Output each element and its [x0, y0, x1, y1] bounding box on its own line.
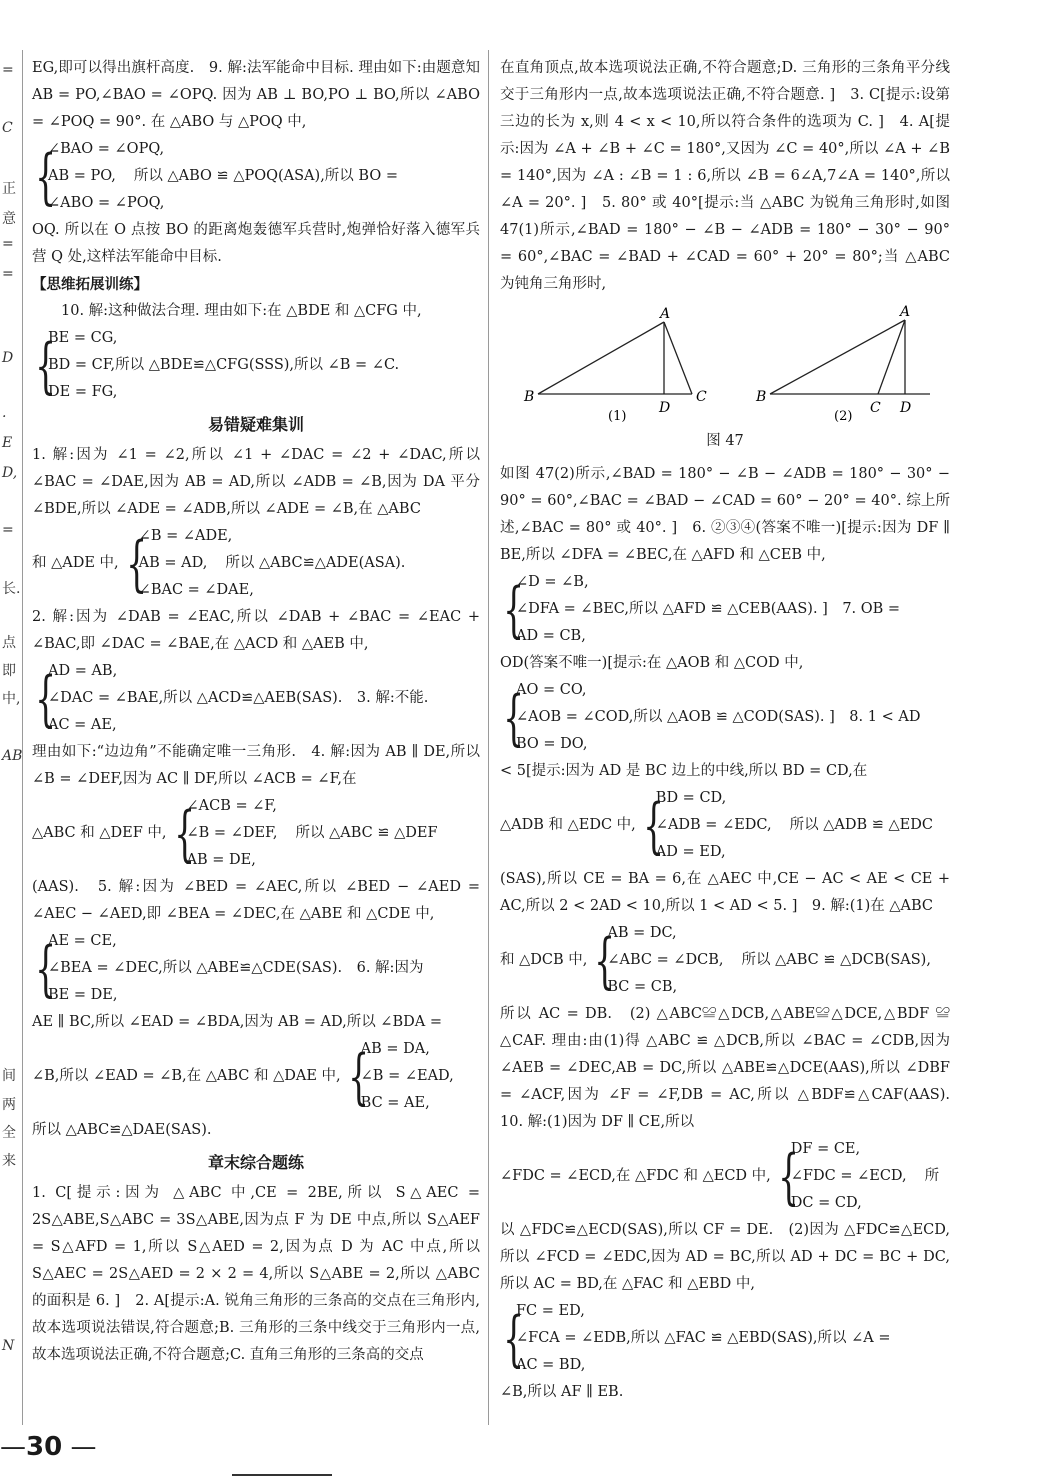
edge-fragment: 来: [2, 1153, 16, 1169]
paragraph: OQ. 所以在 O 点按 BO 的距离炮轰德军兵营时,炮弹恰好落入德军兵营 Q 处,这样法军能命中目标.: [32, 222, 480, 265]
brace-icon: {: [347, 1041, 369, 1112]
edge-fragment: =: [2, 522, 14, 538]
brace-icon: {: [125, 528, 147, 599]
vertex-label: D: [659, 400, 671, 416]
condition: AB = PO, 所以 △ABO ≌ △POQ(ASA),所以 BO =: [48, 168, 398, 184]
adjacent-page-edge: [0, 0, 22, 1478]
condition: ∠ABO = ∠POQ,: [48, 195, 165, 211]
equation-system: [32, 325, 480, 406]
condition: ∠BEA = ∠DEC,所以 △ABE≌△CDE(SAS). 6. 解:因为: [48, 960, 424, 976]
condition: ∠BAO = ∠OPQ,: [48, 141, 165, 157]
condition: AB = AD, 所以 △ABC≌△ADE(ASA).: [138, 555, 406, 571]
condition: BD = CD,: [655, 790, 727, 806]
left-margin-rule: [22, 50, 23, 1425]
figure-47: [500, 304, 950, 424]
condition: ∠D = ∠B,: [516, 574, 589, 590]
condition: AB = DA,: [360, 1041, 430, 1057]
edge-fragment: 间: [2, 1068, 16, 1084]
paragraph: (AAS). 5. 解:因为 ∠BED = ∠AEC,所以 ∠BED − ∠AED = ∠AEC − ∠AED,即 ∠BEA = ∠DEC,在 △ABE 和 △CDE 中,: [32, 879, 480, 922]
edge-fragment: =: [2, 266, 14, 282]
condition: ∠B = ∠ADE,: [138, 528, 233, 544]
paragraph: < 5[提示:因为 AD 是 BC 边上的中线,所以 BD = CD,在: [500, 763, 868, 779]
condition: BE = DE,: [48, 987, 118, 1003]
condition: AD = CB,: [516, 628, 586, 644]
brace-icon: {: [35, 933, 57, 1004]
vertex-label: C: [696, 389, 707, 405]
figure-caption: 图 47: [706, 433, 744, 449]
condition: ∠FDC = ∠ECD, 所: [790, 1168, 940, 1184]
edge-fragment: E: [2, 435, 13, 451]
condition: BE = CG,: [48, 330, 118, 346]
paragraph: ∠B,所以 AF ∥ EB.: [500, 1384, 624, 1400]
condition: ∠B = ∠EAD,: [360, 1068, 454, 1084]
edge-fragment: C: [2, 120, 13, 136]
paragraph: 在直角顶点,故本选项说法正确,不符合题意;D. 三角形的三条角平分线交于三角形内一点,故本选项说法正确,不符合题意. ] 3. C[提示:设第三边的长为 x,则 4 < x < 10,所以符合条件的选项为 C. ] 4. A[提示:因为 ∠A + ∠B + ∠C = 180°,又因为 ∠C = 40°,所以 ∠A + ∠B = 140°,因为 ∠A : ∠B = 1 : 6,所以 ∠B = 6∠A,7∠A = 140°,所以 ∠A = 20°. ] 5. 80° 或 40°[提示:当 △ABC 为锐角三角形时,如图 47(1)所示,∠BAD = 180° − ∠B − ∠ADB = 180° − 30° − 90° = 60°,∠BAC = ∠BAD + ∠CAD = 60° + 20° = 80°;当 △ABC 为钝角三角形时,: [500, 60, 950, 292]
condition: BC = AE,: [360, 1095, 430, 1111]
equation-system: [32, 658, 480, 739]
edge-fragment: AB: [2, 748, 23, 764]
equation-system: △ADB 和 △EDC 中, { BD = CD, ∠ADB = ∠EDC, 所以 △ADB ≌ △EDC AD = ED,: [500, 785, 950, 866]
edge-fragment: D,: [2, 465, 18, 481]
condition: AB = DC,: [607, 925, 677, 941]
section-title-errors: 易错疑难集训: [207, 415, 304, 434]
subfigure-label: (1): [608, 409, 627, 424]
paragraph: 1. C[提示:因为 △ABC 中,CE = 2BE,所以 S△AEC = 2S△ABE,S△ABC = 3S△ABE,因为点 F 为 DE 中点,所以 S△AEF = S△AFD = 1,所以 S△AED = 2,因为点 D 为 AC 中点,所以 S△AEC = 2S△AED = 2 × 2 = 4,所以 S△ABE = 2,所以 △ABC 的面积是 6. ] 2. A[提示:A. 锐角三角形的三条高的交点在三角形内,故本选项说法错误,符合题意;B. 三角形的三条中线交于三角形内一点,故本选项说法正确,不符合题意;C. 直角三角形的三条高的交点: [32, 1185, 480, 1363]
condition: AD = ED,: [655, 844, 726, 860]
condition: DF = CE,: [790, 1141, 861, 1157]
edge-fragment: N: [2, 1338, 15, 1354]
paragraph: EG,即可以得出旗杆高度. 9. 解:法军能命中目标. 理由如下:由题意知 AB = PO,∠BAO = ∠OPQ. 因为 AB ⊥ BO,PO ⊥ BO,所以 ∠ABO = ∠POQ = 90°. 在 △ABO 与 △POQ 中,: [32, 60, 480, 130]
edge-fragment: =: [2, 62, 14, 78]
edge-fragment: 意: [2, 211, 16, 227]
equation-system: △ABC 和 △DEF 中, { ∠ACB = ∠F, ∠B = ∠DEF, 所以 △ABC ≌ △DEF AB = DE,: [32, 793, 480, 874]
edge-fragment: 点: [2, 635, 16, 651]
brace-icon: {: [503, 682, 525, 753]
equation-system: [500, 1298, 950, 1379]
paragraph: 如图 47(2)所示,∠BAD = 180° − ∠B − ∠ADB = 180° − 30° − 90° = 60°,∠BAC = ∠BAD − ∠CAD = 60° − 20° = 40°. 综上所述,∠BAC = 80° 或 40°. ] 6. ②③④(答案不唯一)[提示:因为 DF ∥ BE,所以 ∠DFA = ∠BEC,在 △AFD 和 △CEB 中,: [500, 466, 950, 563]
brace-icon: {: [35, 141, 57, 212]
paragraph: OD(答案不唯一)[提示:在 △AOB 和 △COD 中,: [500, 655, 804, 671]
section-title-chapter: 章末综合题练: [207, 1153, 304, 1172]
condition: ∠ABC = ∠DCB, 所以 △ABC ≌ △DCB(SAS),: [607, 952, 931, 968]
condition: ∠DAC = ∠BAE,所以 △ACD≌△AEB(SAS). 3. 解:不能.: [48, 690, 429, 706]
paragraph: 2. 解:因为 ∠DAB = ∠EAC,所以 ∠DAB + ∠BAC = ∠EAC + ∠BAC,即 ∠DAC = ∠BAE,在 △ACD 和 △AEB 中,: [32, 609, 480, 652]
condition: DC = CD,: [790, 1195, 862, 1211]
condition: BD = CF,所以 △BDE≌△CFG(SSS),所以 ∠B = ∠C.: [48, 357, 400, 373]
edge-fragment: 全: [2, 1125, 16, 1141]
condition: ∠ACB = ∠F,: [186, 798, 277, 814]
figure-47-obtuse-triangle: [730, 304, 950, 424]
edge-fragment: 正: [2, 181, 16, 197]
condition: AB = DE,: [186, 852, 256, 868]
edge-fragment: =: [2, 236, 14, 252]
condition: BO = DO,: [516, 736, 588, 752]
condition: BC = CB,: [607, 979, 678, 995]
subfigure-label: (2): [834, 409, 853, 424]
condition: AC = AE,: [48, 717, 117, 733]
figure-47-acute-triangle: [500, 304, 710, 424]
vertex-label: C: [870, 400, 881, 416]
edge-fragment: D: [2, 350, 14, 366]
brace-icon: {: [503, 1303, 525, 1374]
paragraph: 所以 AC = DB. (2) △ABC≌△DCB,△ABE≌△DCE,△BDF ≌ △CAF. 理由:由(1)得 △ABC ≌ △DCB,所以 ∠BAC = ∠CDB,因为 ∠AEB = ∠DEC,AB = DC,所以 △ABE≌△DCE(AAS),所以 ∠DBF = ∠ACF,因为 ∠F = ∠F,DB = AC,所以 △BDF≌△CAF(AAS). 10. 解:(1)因为 DF ∥ CE,所以: [500, 1006, 965, 1130]
condition: AD = AB,: [48, 663, 118, 679]
equation-system: 和 △ADE 中, { ∠B = ∠ADE, AB = AD, 所以 △ABC≌△ADE(ASA). ∠BAC = ∠DAE,: [32, 523, 480, 604]
brace-icon: {: [173, 798, 195, 869]
equation-system: [500, 677, 950, 758]
condition: ∠BAC = ∠DAE,: [138, 582, 254, 598]
paragraph: AE ∥ BC,所以 ∠EAD = ∠BDA,因为 AB = AD,所以 ∠BDA =: [32, 1014, 442, 1030]
paragraph: 1. 解:因为 ∠1 = ∠2,所以 ∠1 + ∠DAC = ∠2 + ∠DAC,所以 ∠BAC = ∠DAE,因为 AB = AD,所以 ∠ADB = ∠B,因为 DA 平分 ∠BDE,所以 ∠ADE = ∠ADB,所以 ∠ADE = ∠B,在 △ABC: [32, 447, 480, 517]
footer-rule: [232, 1474, 332, 1476]
equation-system: ∠B,所以 ∠EAD = ∠B,在 △ABC 和 △DAE 中, { AB = DA, ∠B = ∠EAD, BC = AE,: [32, 1036, 480, 1117]
brace-icon: {: [594, 925, 616, 996]
vertex-label: A: [900, 304, 911, 320]
edge-fragment: .: [2, 405, 7, 421]
condition: FC = ED,: [516, 1303, 585, 1319]
condition: ∠FCA = ∠EDB,所以 △FAC ≌ △EBD(SAS),所以 ∠A =: [516, 1330, 891, 1346]
edge-fragment: 两: [2, 1097, 16, 1113]
equation-system: [32, 136, 480, 217]
left-column: [32, 55, 480, 1369]
brace-icon: {: [503, 574, 525, 645]
equation-system: [500, 569, 950, 650]
brace-icon: {: [35, 330, 57, 401]
vertex-label: D: [900, 400, 912, 416]
paragraph: 所以 △ABC≌△DAE(SAS).: [32, 1122, 212, 1138]
vertex-label: B: [756, 389, 767, 405]
vertex-label: A: [660, 306, 671, 322]
equation-system: 和 △DCB 中, { AB = DC, ∠ABC = ∠DCB, 所以 △ABC ≌ △DCB(SAS), BC = CB,: [500, 920, 950, 1001]
page-number: —30 —: [0, 1432, 97, 1462]
right-column: [500, 55, 965, 1406]
condition: ∠AOB = ∠COD,所以 △AOB ≌ △COD(SAS). ] 8. 1 < AD: [516, 709, 921, 725]
brace-icon: {: [777, 1141, 799, 1212]
paragraph: (SAS),所以 CE = BA = 6,在 △AEC 中,CE − AC < AE < CE + AC,所以 2 < 2AD < 10,所以 1 < AD < 5. ] 9. 解:(1)在 △ABC: [500, 871, 950, 914]
condition: ∠DFA = ∠BEC,所以 △AFD ≌ △CEB(AAS). ] 7. OB =: [516, 601, 901, 617]
equation-system: ∠FDC = ∠ECD,在 △FDC 和 △ECD 中, { DF = CE, ∠FDC = ∠ECD, 所 DC = CD,: [500, 1136, 950, 1217]
condition: ∠B = ∠DEF, 所以 △ABC ≌ △DEF: [186, 825, 438, 841]
condition: ∠ADB = ∠EDC, 所以 △ADB ≌ △EDC: [655, 817, 933, 833]
condition: DE = FG,: [48, 384, 118, 400]
condition: AC = BD,: [516, 1357, 586, 1373]
edge-fragment: 即: [2, 663, 16, 679]
brace-icon: {: [35, 663, 57, 734]
condition: AO = CO,: [516, 682, 587, 698]
section-title-thinking: 【思维拓展训练】: [32, 276, 148, 293]
equation-system: [32, 928, 480, 1009]
paragraph: 以 △FDC≌△ECD(SAS),所以 CF = DE. (2)因为 △FDC≌△ECD,所以 ∠FCD = ∠EDC,因为 AD = BC,所以 AD + DC = BC + DC,所以 AC = BD,在 △FAC 和 △EBD 中,: [500, 1222, 950, 1292]
paragraph: 理由如下:“边边角”不能确定唯一三角形. 4. 解:因为 AB ∥ DE,所以 ∠B = ∠DEF,因为 AC ∥ DF,所以 ∠ACB = ∠F,在: [32, 744, 480, 787]
edge-fragment: 长.: [2, 581, 21, 597]
brace-icon: {: [642, 790, 664, 861]
edge-fragment: 中,: [2, 691, 21, 707]
condition: AE = CE,: [48, 933, 117, 949]
paragraph: 10. 解:这种做法合理. 理由如下:在 △BDE 和 △CFG 中,: [61, 303, 422, 319]
column-divider: [488, 50, 489, 1425]
vertex-label: B: [524, 389, 535, 405]
